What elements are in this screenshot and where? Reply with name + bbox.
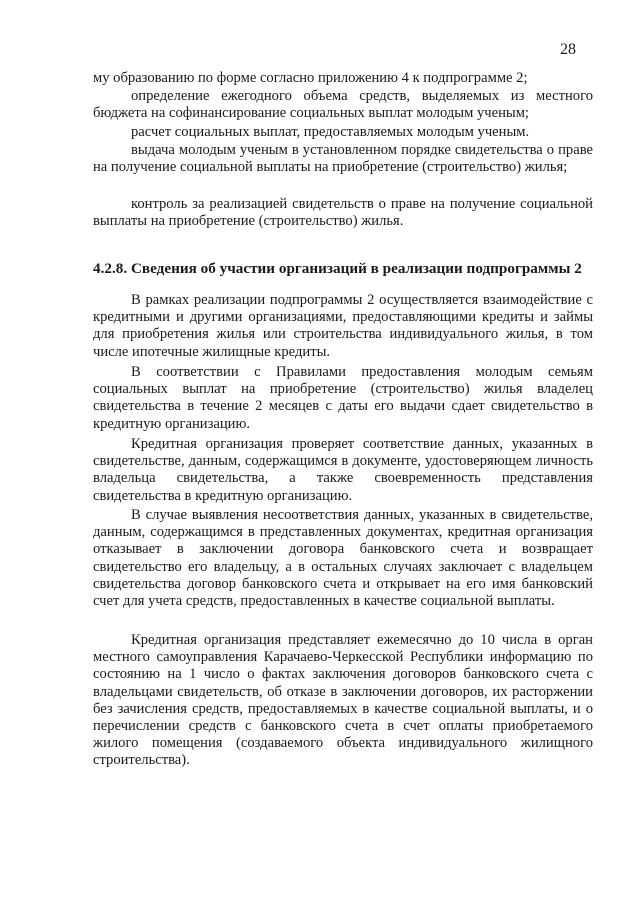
section-paragraph: Кредитная организация проверяет соответствие данных, указанных в свидетельстве, данным, содержащимся в документе, удостоверяющем личность владельца свидетельства, а также своевременность представления свидетельства в кредитную организацию.: [93, 436, 593, 504]
page-number: 28: [560, 41, 576, 58]
list-item-payment-calculation: расчет социальных выплат, предоставляемых молодым ученым.: [131, 124, 530, 140]
section-heading: 4.2.8. Сведения об участии организаций в реализации подпрограммы 2: [93, 260, 582, 277]
list-item-certificate-control: контроль за реализацией свидетельств о праве на получение социальной выплаты на приобретение (строительство) жилья.: [93, 196, 593, 230]
section-paragraph: В соответствии с Правилами предоставления молодым семьям социальных выплат на приобретение (строительство) жилья владелец свидетельства в течение 2 месяцев с даты его выдачи сдает свидетельство в кредитную организацию.: [93, 364, 593, 432]
section-paragraph: Кредитная организация представляет ежемесячно до 10 числа в орган местного самоуправления Карачаево-Черкесской Республики информацию по состоянию на 1 число о фактах заключения договоров банковского счета с владельцами свидетельств, об отказе в заключении договоров, их расторжении без зачисления средств, предоставляемых в качестве социальной выплаты, и о перечислении средств с банковского счета в счет оплаты приобретаемого жилого помещения (создаваемого объекта индивидуального жилищного строительства).: [93, 632, 593, 769]
list-item-budget-volume: определение ежегодного объема средств, выделяемых из местного бюджета на софинансирование социальных выплат молодым ученым;: [93, 88, 593, 122]
list-item-certificate-issue: выдача молодым ученым в установленном порядке свидетельства о праве на получение социальной выплаты на приобретение (строительство) жилья;: [93, 142, 593, 176]
list-item-continuation: му образованию по форме согласно приложению 4 к подпрограмме 2;: [93, 70, 528, 86]
section-paragraph: В рамках реализации подпрограммы 2 осуществляется взаимодействие с кредитными и другими организациями, предоставляющими кредиты и займы для приобретения жилья или строительства индивидуального жилья, в том числе ипотечные жилищные кредиты.: [93, 292, 593, 360]
section-paragraph: В случае выявления несоответствия данных, указанных в свидетельстве, данным, содержащимся в представленных документах, кредитная организация отказывает в заключении договора банковского счета и возвращает свидетельство его владельцу, а в остальных случаях заключает с владельцем свидетельства договор банковского счета и открывает на его имя банковский счет для учета средств, предоставленных в качестве социальной выплаты.: [93, 507, 593, 610]
